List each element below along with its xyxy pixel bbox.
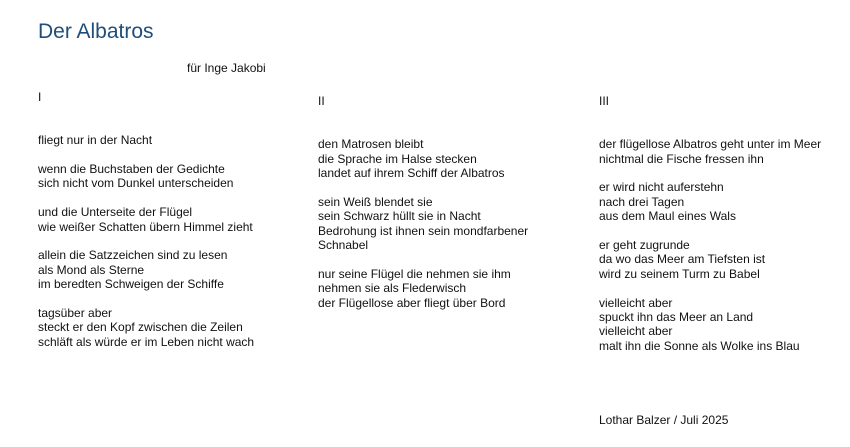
poem-line: der Flügellose aber fliegt über Bord [318, 295, 506, 310]
section-2 [318, 94, 528, 324]
poem-line: fliegt nur in der Nacht [38, 133, 153, 148]
section-1 [38, 90, 254, 364]
poem-line: vielleicht aber [599, 295, 673, 310]
stanza [38, 133, 254, 147]
poem-line: wenn die Buchstaben der Gedichte [38, 162, 225, 176]
section-numeral: I [38, 90, 42, 104]
poem-line: den Matrosen bleibt [318, 137, 424, 152]
section-numeral: III [599, 94, 610, 108]
poem-line: landet auf ihrem Schiff der Albatros [318, 166, 505, 181]
poem-line: wie weißer Schatten übern Himmel zieht [38, 219, 253, 234]
poem-line: sich nicht vom Dunkel unterscheiden [38, 176, 234, 191]
poem-line: steckt er den Kopf zwischen die Zeilen [38, 320, 243, 335]
stanza [38, 162, 254, 191]
stanza [38, 248, 254, 291]
stanza [599, 296, 821, 354]
poem-line: schläft als würde er im Leben nicht wach [38, 334, 255, 349]
stanza [318, 267, 528, 310]
poem-line: im beredten Schweigen der Schiffe [38, 277, 224, 292]
stanza [38, 205, 254, 234]
poem-line: tagsüber aber [38, 306, 113, 321]
stanza [38, 306, 254, 349]
poem-line: Bedrohung ist ihnen sein mondfarbener [318, 223, 529, 238]
poem-line: allein die Satzzeichen sind zu lesen [38, 248, 228, 263]
stanza [599, 137, 821, 166]
poem-line: malt ihn die Sonne als Wolke ins Blau [599, 338, 800, 353]
stanza [599, 180, 821, 223]
poem-line: sein Weiß blendet sie [318, 194, 433, 209]
poem-line: und die Unterseite der Flügel [38, 205, 193, 220]
poem-line: er wird nicht auferstehn [599, 180, 724, 195]
poem-line: spuckt ihn das Meer an Land [599, 310, 754, 325]
section-numeral: II [318, 94, 325, 108]
poem-line: aus dem Maul eines Wals [599, 209, 736, 224]
poem-line: nichtmal die Fische fressen ihn [599, 151, 764, 166]
poem-line: nehmen sie als Flederwisch [318, 281, 467, 296]
poem-line: als Mond als Sterne [38, 262, 145, 277]
stanza [318, 195, 528, 253]
stanza [599, 238, 821, 281]
poem-line: der flügellose Albatros geht unter im Meer [599, 137, 822, 152]
dedication: für Inge Jakobi [187, 61, 266, 75]
poem-line: nur seine Flügel die nehmen sie ihm [318, 266, 511, 281]
stanza [318, 137, 528, 180]
poem-line: er geht zugrunde [599, 238, 690, 253]
poem-line: sein Schwarz hüllt sie in Nacht [318, 209, 481, 224]
poem-line: vielleicht aber [599, 324, 673, 339]
section-3 [599, 94, 821, 368]
poem-line: wird zu seinem Turm zu Babel [599, 266, 760, 281]
poem-line: da wo das Meer am Tiefsten ist [599, 252, 766, 267]
poem-line: die Sprache im Halse stecken [318, 151, 477, 166]
poem-line: nach drei Tagen [599, 194, 685, 209]
poem-title: Der Albatros [38, 20, 154, 43]
author-signature: Lothar Balzer / Juli 2025 [599, 413, 729, 427]
poem-line: Schnabel [318, 238, 369, 253]
